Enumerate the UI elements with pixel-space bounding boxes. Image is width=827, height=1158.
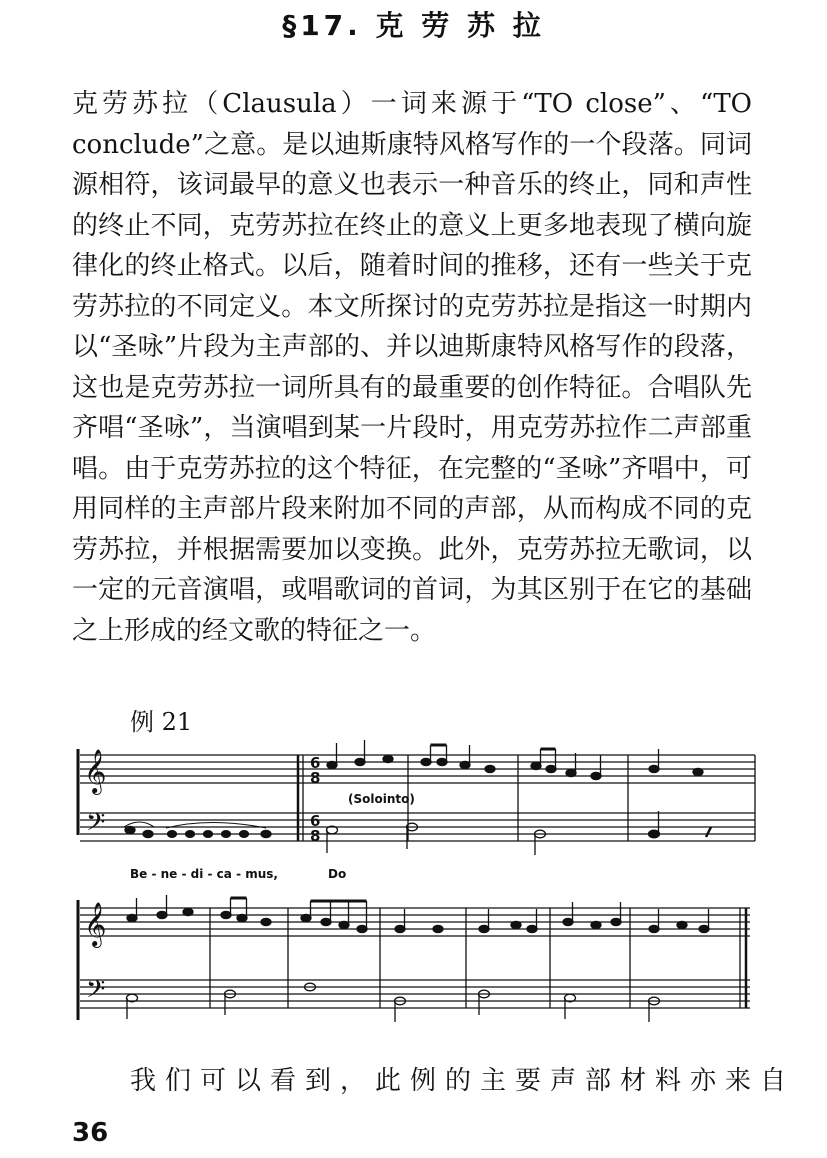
body-paragraph: 克劳苏拉（Clausula）一词来源于“TO close”、“TO conclude”之意。是以迪斯康特风格写作的一个段落。同词源相符，该词最早的意义也表示一种音乐的终止，同和声性的终止不同，克劳苏拉在终止的意义上更多地表现了横向旋律化的终止格式。以后，随着时间的推移，还有一些关于克劳苏拉的不同定义。本文所探讨的克劳苏拉是指这一时期内以“圣咏”片段为主声部的、并以迪斯康特风格写作的段落，这也是克劳苏拉一词所具有的最重要的创作特征。合唱队先齐唱“圣咏”，当演唱到某一片段时，用克劳苏拉作二声部重唱。由于克劳苏拉的这个特征，在完整的“圣咏”齐唱中，可用同样的主声部片段来附加不同的声部，从而构成不同的克劳苏拉，并根据需要加以变换。此外，克劳苏拉无歌词，以一定的元音演唱，或唱歌词的首词，为其区别于在它的基础之上形成的经文歌的特征之一。 <box>72 89 752 646</box>
lyric-do: Do <box>328 867 347 881</box>
system-2-treble-staff <box>80 908 750 936</box>
time-sig-bottom-treble: 8 <box>310 769 321 787</box>
bass-clef-icon-2: 𝄢 <box>86 975 106 1010</box>
time-sig-bottom-bass: 8 <box>310 827 321 845</box>
page-title: §17. 克 劳 苏 拉 <box>282 9 545 42</box>
time-sig-top-treble: 6 <box>310 754 321 772</box>
system-1-treble-notes <box>327 740 703 780</box>
treble-clef-icon-2: 𝄞 <box>84 902 107 946</box>
treble-clef-icon: 𝄞 <box>84 749 107 793</box>
lyric-benedicamus: Be - ne - di - ca - mus, <box>130 867 278 881</box>
system-2-treble-notes <box>127 895 709 933</box>
system-2-bass-notes <box>127 983 660 1022</box>
solo-marking: (Solointo) <box>348 792 415 806</box>
system-1-bass-notes <box>124 811 711 855</box>
time-sig-top-bass: 6 <box>310 812 321 830</box>
closing-line: 我们可以看到，此例的主要声部材料亦来自 <box>130 1066 796 1096</box>
bass-clef-icon: 𝄢 <box>86 808 106 843</box>
example-label: 例 21 <box>130 708 193 736</box>
page-number: 36 <box>72 1118 109 1148</box>
music-score <box>70 735 760 1035</box>
